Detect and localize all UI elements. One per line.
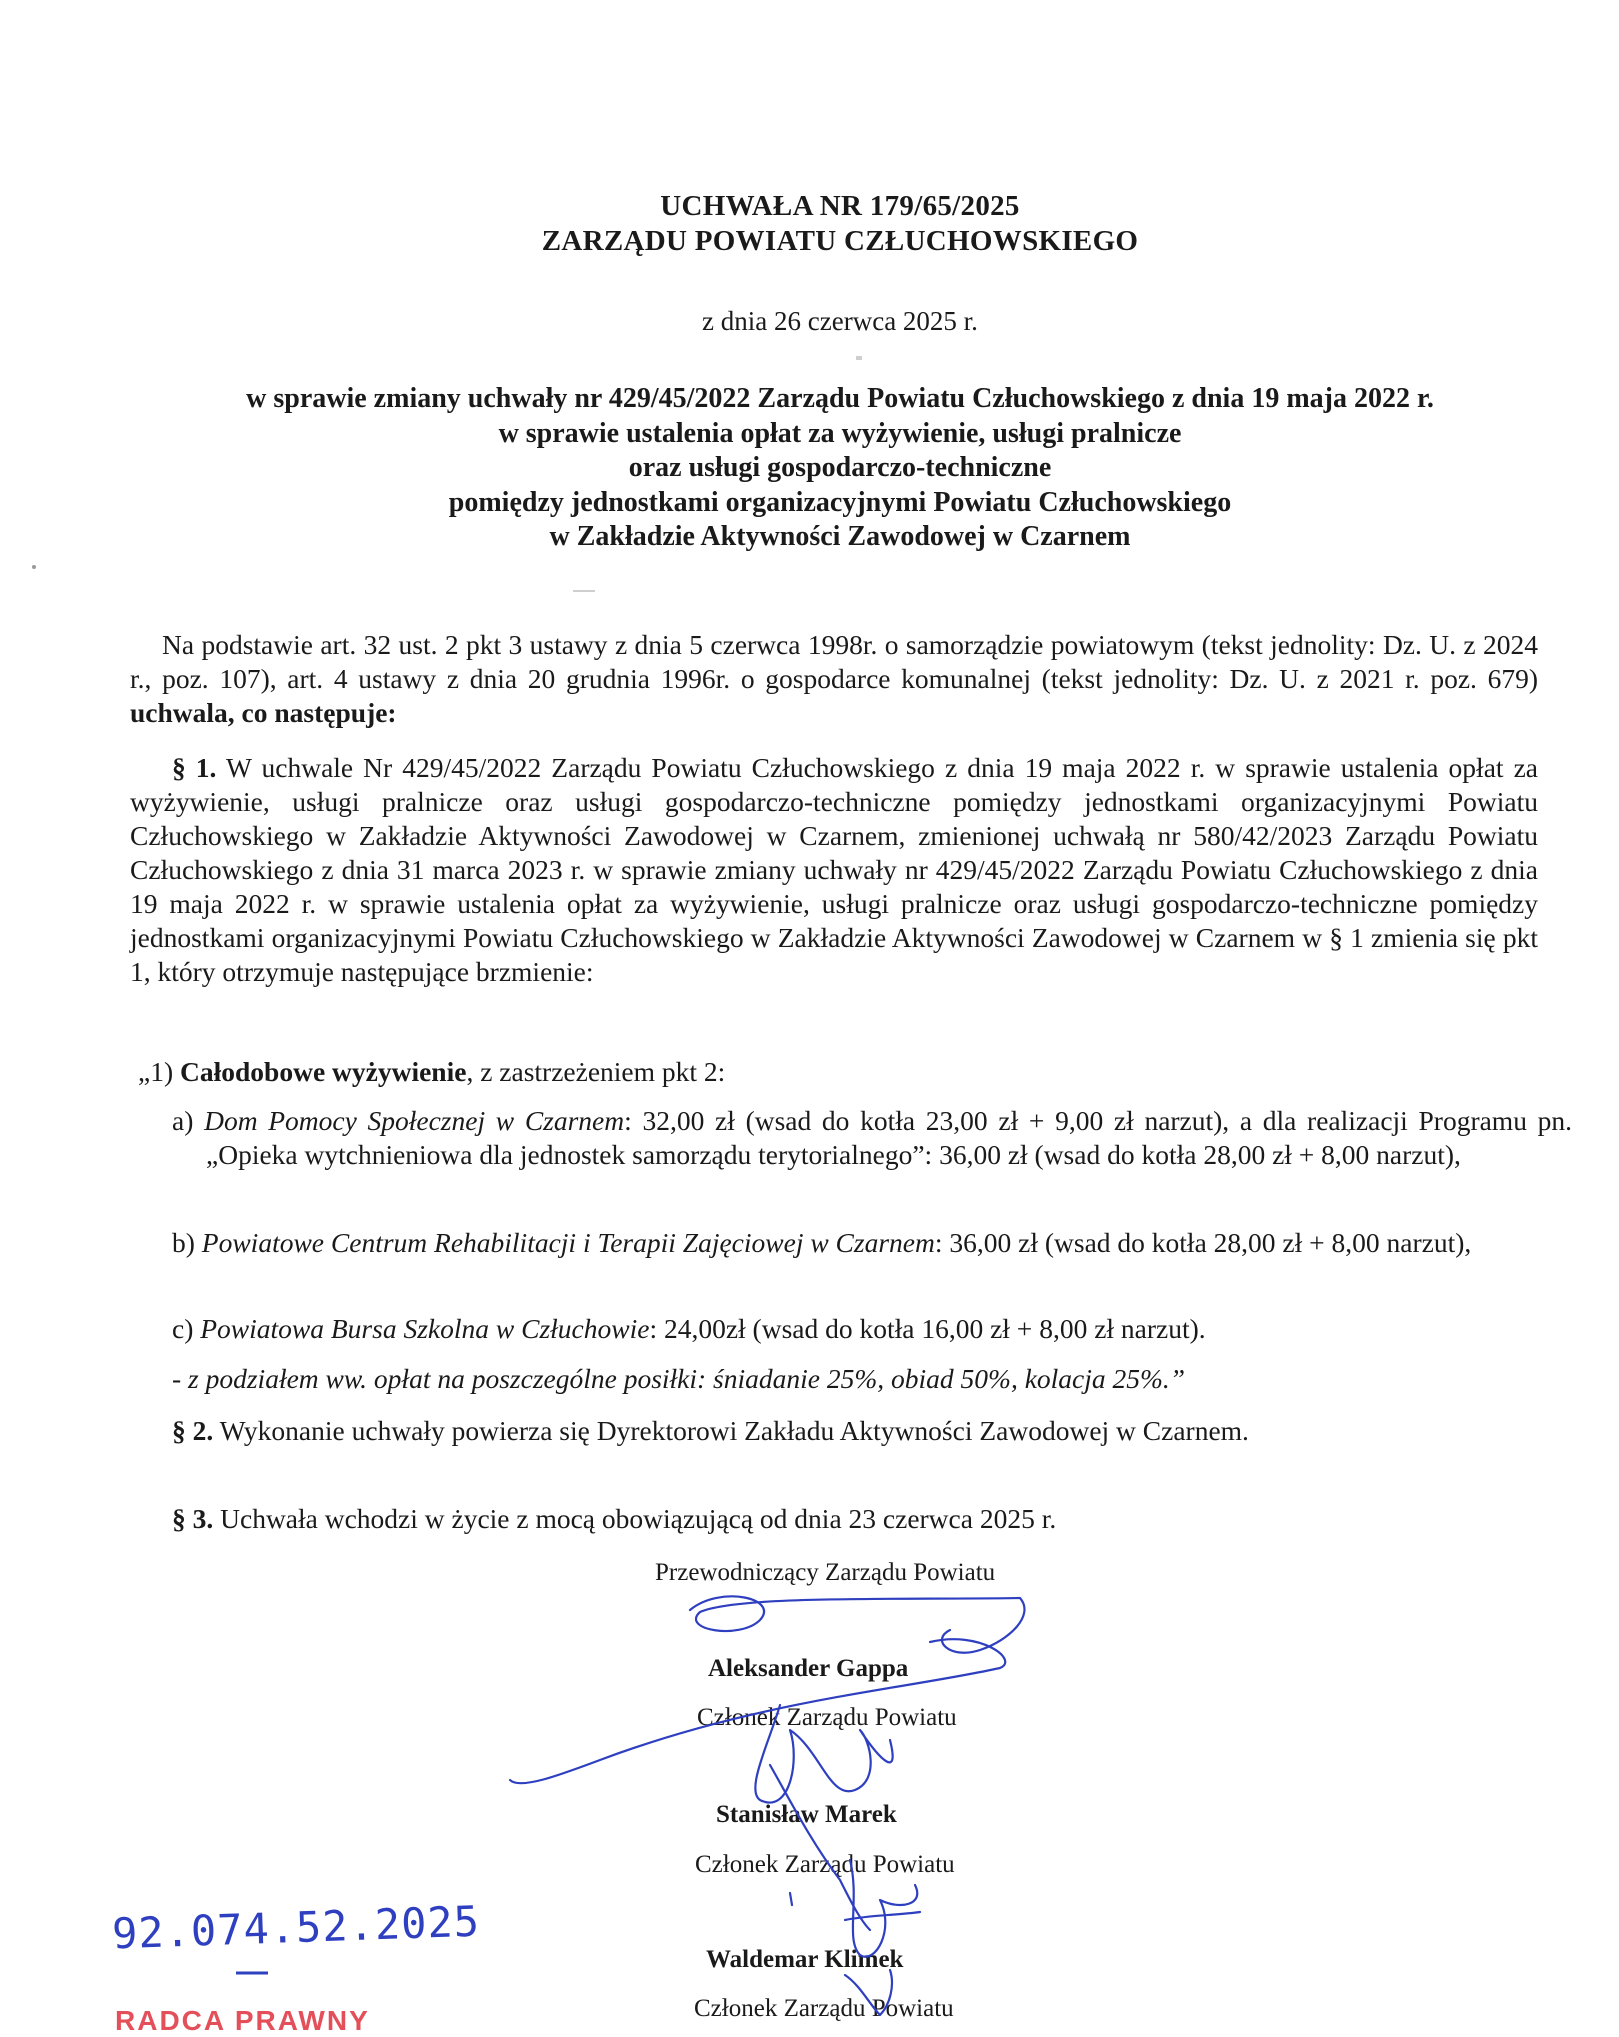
member-role-2: Członek Zarządu Powiatu [695,1851,955,1878]
item-b-letter: b) [172,1227,195,1258]
chair-signature-stroke [690,1596,1024,1652]
registration-number: 92.074.52.2025 [111,1896,481,1959]
point-1-prefix: „1) [138,1056,180,1087]
section-3-mark: § 3. [172,1503,214,1534]
subject-line-4: pomiędzy jednostkami organizacyjnymi Powiatu Człuchowskiego [448,486,1232,518]
item-c-unit: Powiatowa Bursa Szkolna w Człuchowie [200,1313,650,1344]
chair-signature-loop [510,1639,1005,1783]
section-1-text: W uchwale Nr 429/45/2022 Zarządu Powiatu Człuchowskiego z dnia 19 maja 2022 r. w sprawie ustalenia opłat za wyżywienie, usługi pralnicze oraz usługi gospodarczo-techniczne pomiędzy jednostkami organizacyjnymi Powiatu Człuchowskiego w Zakładzie Aktywności Zawodowej w Czarnem, zmienionej uchwałą nr 580/42/2023 Zarządu Powiatu Człuchowskiego z dnia 31 marca 2023 r. w sprawie zmiany uchwały nr 429/45/2022 Zarządu Powiatu Człuchowskiego z dnia 19 maja 2022 r. w sprawie ustalenia opłat za wyżywienie, usługi pralnicze oraz usługi gospodarczo-techniczne pomiędzy jednostkami organizacyjnymi Powiatu Człuchowskiego w Zakładzie Aktywności Zawodowej w Czarnem w § 1 zmienia się pkt 1, który otrzymuje następujące brzmienie: [130,752,1538,987]
point-1-rest: , z zastrzeżeniem pkt 2: [466,1056,726,1087]
item-b-text: : 36,00 zł (wsad do kotła 28,00 zł + 8,00 narzut), [934,1227,1472,1258]
member-3-signature [845,1970,892,2015]
member-1-signature [755,1705,892,1803]
scan-speck [856,356,862,360]
item-c-letter: c) [172,1313,194,1344]
scan-speck [32,565,36,569]
item-b-unit: Powiatowe Centrum Rehabilitacji i Terapii Zajęciowej w Czarnem [201,1227,935,1258]
resolution-date: z dnia 26 czerwca 2025 r. [702,306,978,336]
section-1-mark: § 1. [172,752,217,783]
title-line-1: UCHWAŁA NR 179/65/2025 [660,190,1020,222]
member-2-signature [845,1860,920,1957]
subject-line-5: w Zakładzie Aktywności Zawodowej w Czarnem [549,521,1131,552]
section-2-mark: § 2. [172,1415,214,1446]
item-a-text: : 32,00 zł (wsad do kotła 23,00 zł + 9,00 zł narzut), a dla realizacji Programu pn. „Opieka wytchnieniowa dla jednostek samorządu terytorialnego”: 36,00 zł (wsad do kotła 28,00 zł + 8,00 narzut), [206,1105,1573,1170]
preamble-enacting: uchwala, co następuje: [130,697,397,728]
item-a-letter: a) [172,1105,194,1136]
legal-advisor-stamp: RADCA PRAWNY [115,2005,370,2036]
section-3-text: Uchwała wchodzi w życie z mocą obowiązującą od dnia 23 czerwca 2025 r. [213,1503,1057,1534]
title-line-2: ZARZĄDU POWIATU CZŁUCHOWSKIEGO [541,225,1139,257]
member-role-1: Członek Zarządu Powiatu [697,1704,957,1731]
point-1-title: Całodobowe wyżywienie [180,1056,467,1087]
chair-role: Przewodniczący Zarządu Powiatu [655,1559,996,1586]
subject-line-2: w sprawie ustalenia opłat za wyżywienie, usługi pralnicze [498,417,1182,449]
section-2-text: Wykonanie uchwały powierza się Dyrektorowi Zakładu Aktywności Zawodowej w Czarnem. [213,1415,1249,1446]
member-role-3: Członek Zarządu Powiatu [694,1995,954,2022]
subject-line-3: oraz usługi gospodarczo-techniczne [628,452,1052,483]
meal-division-note: - z podziałem ww. opłat na poszczególne posiłki: śniadanie 25%, obiad 50%, kolacja 25%.” [172,1363,1186,1394]
scan-speck [573,590,595,592]
chair-name: Aleksander Gappa [708,1655,909,1682]
member-name-1: Stanisław Marek [716,1801,897,1828]
preamble-text: Na podstawie art. 32 ust. 2 pkt 3 ustawy z dnia 5 czerwca 1998r. o samorządzie powiatowym (tekst jednolity: Dz. U. z 2024 r., poz. 107), art. 4 ustawy z dnia 20 grudnia 1996r. o gospodarce komunalnej (tekst jednolity: Dz. U. z 2021 r. poz. 679) [130,629,1538,694]
small-tick [790,1893,792,1905]
member-name-2: Waldemar Klimek [706,1946,904,1973]
item-a-unit: Dom Pomocy Społecznej w Czarnem [204,1105,625,1136]
item-c-text: : 24,00zł (wsad do kotła 16,00 zł + 8,00 zł narzut). [649,1313,1206,1344]
subject-line-1: w sprawie zmiany uchwały nr 429/45/2022 Zarządu Powiatu Człuchowskiego z dnia 19 maja 2022 r. [246,383,1434,414]
